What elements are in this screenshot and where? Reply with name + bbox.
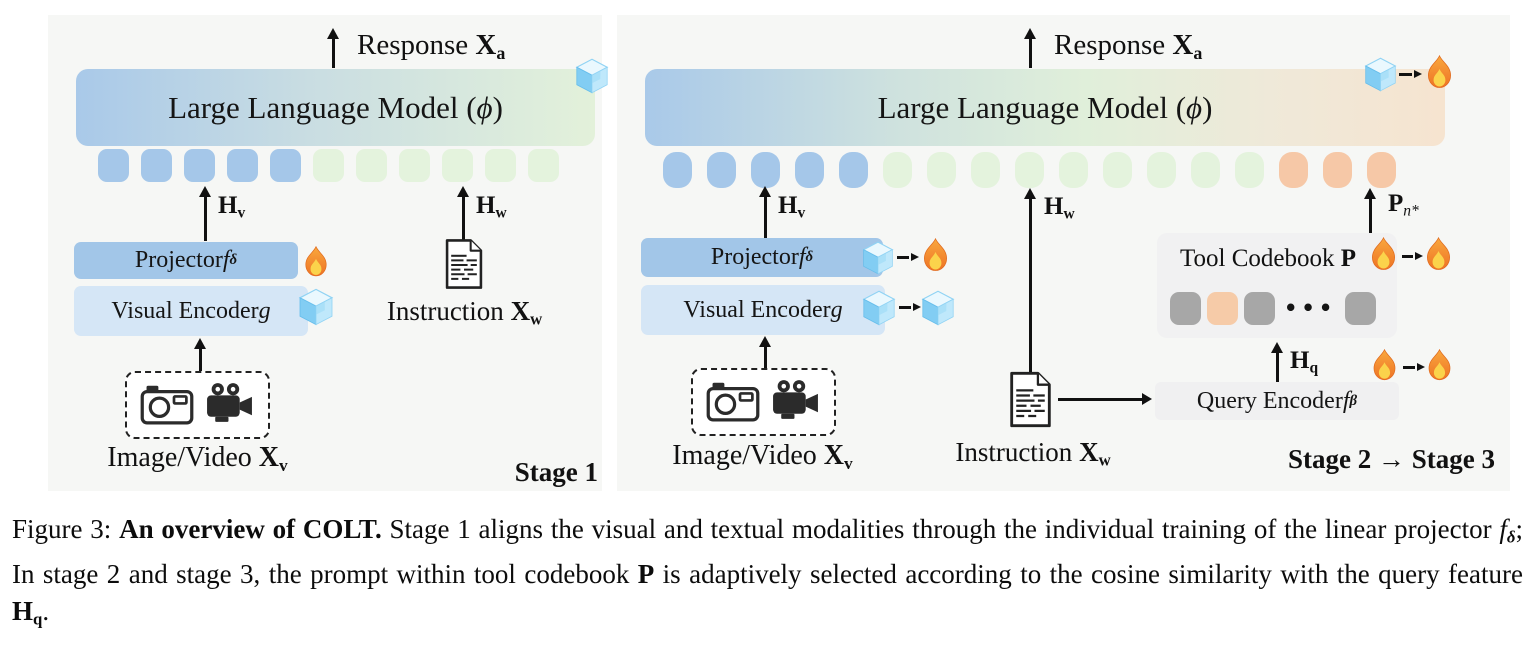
hv-arrow	[764, 196, 767, 238]
response-arrow	[1029, 38, 1032, 68]
caption-math-H: H	[12, 595, 34, 626]
llm-box: Large Language Model ( ϕ )	[645, 69, 1445, 146]
ice-to-ice-arrow	[899, 306, 911, 309]
ice-cube-icon	[573, 57, 611, 95]
token	[1367, 152, 1396, 188]
image-to-encoder-arrow	[764, 346, 767, 368]
flame-icon	[299, 246, 333, 280]
hv-label: $H_v$	[778, 192, 806, 222]
token	[1235, 152, 1264, 188]
instruction-label: Instruction $X_w$	[955, 437, 1111, 470]
flame-icon	[917, 238, 954, 275]
token	[1279, 152, 1308, 188]
token	[270, 149, 301, 182]
projector-box: Projector f δ	[74, 242, 298, 279]
response-arrow	[332, 38, 335, 68]
tool-codebook-label: Tool Codebook P	[1179, 245, 1357, 272]
camera-icon	[139, 383, 195, 425]
token	[399, 149, 430, 182]
response-label: Response $X_a$	[1054, 29, 1203, 64]
flame-icon	[1422, 349, 1457, 384]
ice-cube-icon	[919, 289, 957, 327]
caption-math-sub: q	[33, 609, 43, 629]
image-video-label: Image/Video $X_v$	[672, 440, 853, 473]
token	[751, 152, 780, 188]
query-encoder-box: Query Encoder f β	[1155, 382, 1399, 420]
stage2-label: Stage 2 → Stage 3	[1288, 444, 1495, 474]
caption-text: ; In stage 2 and stage 3, the prompt within tool codebook	[12, 514, 1523, 589]
hv-arrow	[204, 196, 207, 241]
instruction-to-query-encoder-arrow	[1058, 398, 1142, 401]
llm-box: Large Language Model ( ϕ )	[76, 69, 595, 146]
caption-bold: An overview of COLT.	[119, 514, 382, 544]
flame-to-flame-arrow	[1402, 255, 1413, 258]
token	[227, 149, 258, 182]
token-row	[663, 152, 1396, 188]
flame-icon	[1367, 349, 1402, 384]
pn-arrow	[1369, 198, 1372, 233]
instruction-label: Instruction $X_w$	[386, 296, 543, 329]
ice-cube-icon	[1362, 56, 1399, 93]
token	[356, 149, 387, 182]
flame-icon	[1365, 237, 1402, 274]
flame-to-flame-arrow	[1403, 366, 1415, 369]
camera-icon	[705, 380, 761, 422]
token	[442, 149, 473, 182]
codebook-ellipsis: •••	[1284, 296, 1337, 320]
caption-math-P: P	[637, 558, 655, 589]
hq-arrow	[1276, 352, 1279, 382]
token	[1147, 152, 1176, 188]
ice-to-flame-arrow	[1399, 73, 1412, 76]
flame-icon	[1421, 55, 1458, 92]
flame-icon	[1420, 237, 1457, 274]
hv-label: $H_v$	[218, 192, 246, 222]
image-to-encoder-arrow	[199, 348, 202, 371]
caption-math-sub: δ	[1506, 527, 1516, 547]
ice-cube-icon	[860, 240, 896, 276]
caption-text: Figure 3:	[12, 514, 120, 544]
hw-label: $H_w$	[476, 192, 507, 222]
document-icon	[444, 238, 484, 290]
token	[141, 149, 172, 182]
ice-to-flame-arrow	[897, 256, 909, 259]
token	[1244, 292, 1275, 325]
figure-caption	[12, 511, 1523, 637]
token	[1207, 292, 1238, 325]
codebook-token-row	[1170, 292, 1376, 325]
video-camera-icon	[204, 381, 255, 426]
image-video-label: Image/Video $X_v$	[107, 442, 288, 475]
token	[1345, 292, 1376, 325]
token-row	[98, 149, 559, 182]
visual-encoder-box: Visual Encoder g	[74, 286, 308, 336]
ice-cube-icon	[860, 289, 898, 327]
token	[1103, 152, 1132, 188]
token	[98, 149, 129, 182]
token	[184, 149, 215, 182]
token	[1059, 152, 1088, 188]
token	[795, 152, 824, 188]
token	[707, 152, 736, 188]
hq-label: $H_q$	[1290, 347, 1319, 377]
token	[839, 152, 868, 188]
token	[1170, 292, 1201, 325]
ice-cube-icon	[296, 287, 336, 327]
token	[1015, 152, 1044, 188]
stage1-label: Stage 1	[514, 457, 598, 487]
token	[1323, 152, 1352, 188]
token	[663, 152, 692, 188]
visual-encoder-box: Visual Encoder g	[641, 285, 885, 335]
pn-label: $P_{n*}$	[1388, 190, 1419, 220]
hw-arrow	[462, 196, 465, 240]
hw-label: $H_w$	[1044, 193, 1075, 223]
document-icon	[1008, 371, 1053, 428]
caption-math-f: f	[1499, 514, 1507, 544]
token	[1191, 152, 1220, 188]
video-camera-icon	[770, 378, 821, 423]
projector-box: Projector f δ	[641, 238, 883, 277]
token	[927, 152, 956, 188]
token	[971, 152, 1000, 188]
token	[485, 149, 516, 182]
token	[528, 149, 559, 182]
caption-text: is adaptively selected according to the cosine similarity with the query feature	[654, 558, 1523, 589]
token	[313, 149, 344, 182]
caption-text: .	[42, 595, 50, 626]
token	[883, 152, 912, 188]
response-label: Response $X_a$	[357, 29, 506, 64]
caption-text: Stage 1 aligns the visual and textual modalities through the individual training of the linear projector	[381, 514, 1500, 544]
hw-arrow	[1029, 198, 1032, 372]
